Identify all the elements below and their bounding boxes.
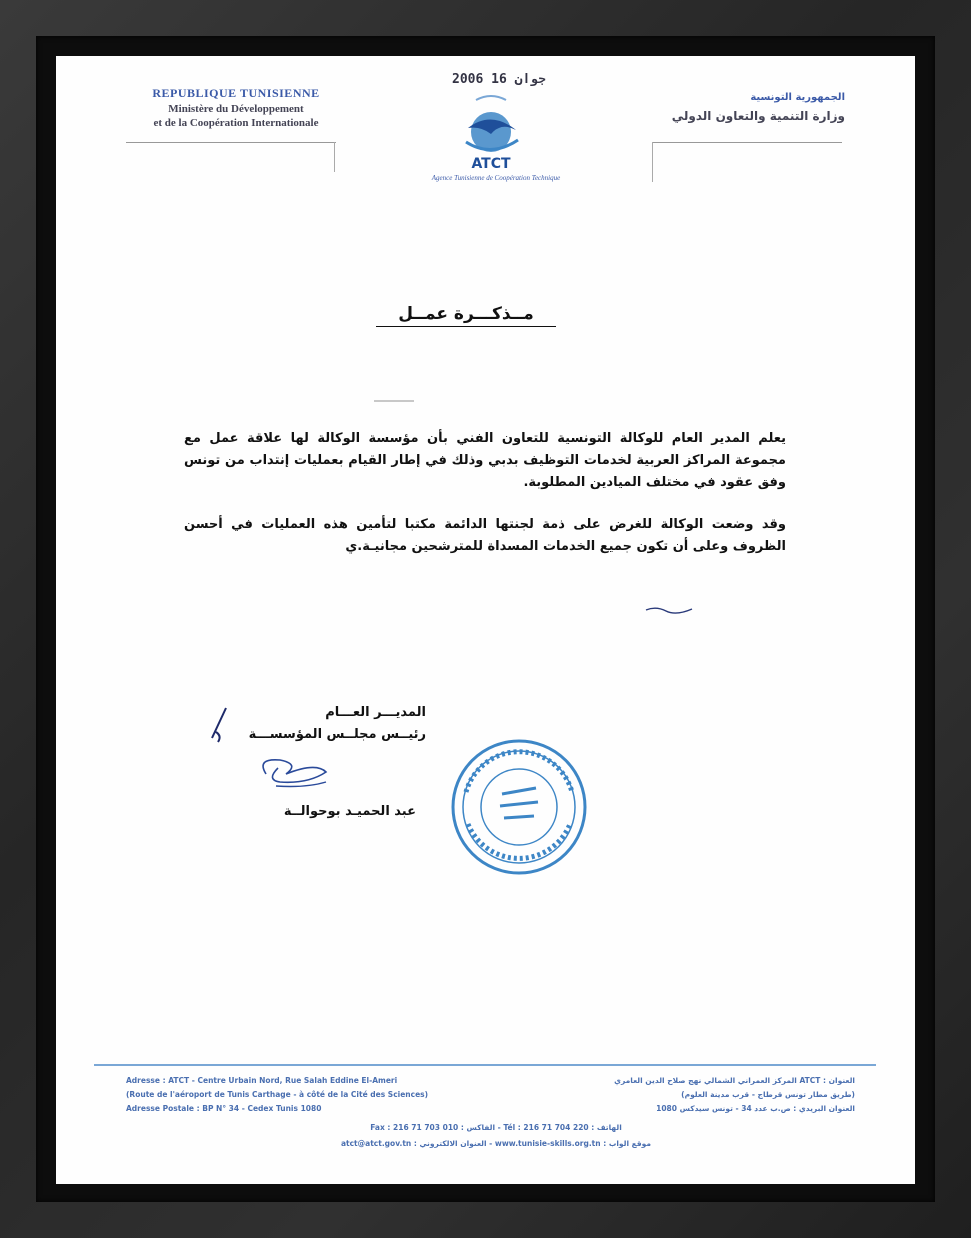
handwritten-underline-icon [644,604,694,614]
logo-caption: Agence Tunisienne de Coopération Technique [431,174,561,182]
header-left-line3: et de la Coopération Internationale [153,117,319,129]
footer-left-line3: Adresse Postale : BP N° 34 - Cedex Tunis 1080 [126,1104,322,1113]
header-right-line1: الجمهورية التونسية [750,92,845,103]
header-right-rule [652,142,842,143]
header-left-line1: REPUBLIQUE TUNISIENNE [152,86,320,100]
official-seal-icon [444,732,594,882]
signatory-name: عبد الحميـد بوحوالــة [283,804,416,819]
header-right-vrule [652,142,653,182]
header-right-line2: وزارة التنمية والتعاون الدولي [671,109,845,123]
footer-phone-fax: Fax : 216 71 703 010 : الفاكس - Tél : 216 71 704 220 : الهاتف [370,1123,622,1132]
footer-contact [256,1120,736,1152]
footer-web-email: atct@atct.gov.tn : العنوان الالكتروني - www.tunisie-skills.org.tn : موقع الواب [340,1139,652,1148]
header-left [126,86,346,129]
body-paragraph-2-text: وقد وضعت الوكالة للغرض على ذمة لجنتها الدائمة مكتبا لتأمين هذه العمليات في أحسن الظروف وعلى أن تكون جميع الخدمات المسداة للمترشحين مجانيـة. [184,517,786,554]
logo-acronym: ATCT [471,156,511,172]
header-left-line2: Ministère du Développement [168,103,304,115]
signature-title: المديـــر العـــام [325,705,426,720]
faint-mark [374,400,414,402]
received-date-stamp: 2006 جوان 16 [452,72,546,87]
handwritten-signature-icon [196,702,396,812]
header-left-vrule [334,142,335,172]
body-paragraph-1: يعلم المدير العام للوكالة التونسية للتعاون الفني بأن مؤسسة الوكالة لها علاقة عمل مع مجموعة المراكز العربية لخدمات التوظيف بدبي وذلك في إطار القيام بعمليات إنتداب من تونس وفق عقود في مختلف الميادين المطلوبة. [184,431,786,490]
footer-right-line3: العنوان البريدي : ص.ب عدد 34 - تونس سيدكس 1080 [656,1104,855,1113]
footer-address-ar [555,1074,855,1116]
footer-rule [94,1064,876,1066]
footer-left-line2: (Route de l'aéroport de Tunis Carthage - à côté de la Cité des Sciences) [126,1090,429,1099]
document-page [56,56,915,1184]
footer-left-line1: Adresse : ATCT - Centre Urbain Nord, Rue Salah Eddine El-Ameri [126,1076,398,1085]
header-left-rule [126,142,336,143]
header-right [645,92,845,123]
body-paragraph-2 [184,514,786,558]
atct-logo-icon [406,70,576,190]
footer-address-fr [126,1074,506,1116]
footer-right-line1: العنوان : ATCT المركز العمراني الشمالي نهج صلاح الدين العامري [614,1076,855,1085]
signature-subtitle: رئيــس مجلــس المؤسســـة [248,727,426,742]
document-title: مــذكـــرة عمــل [376,304,556,327]
footer-right-line2: (طريق مطار تونس قرطاج - قرب مدينة العلوم) [681,1090,855,1099]
document-body [184,428,786,578]
paragraph-2-scribble: ي [345,539,358,554]
